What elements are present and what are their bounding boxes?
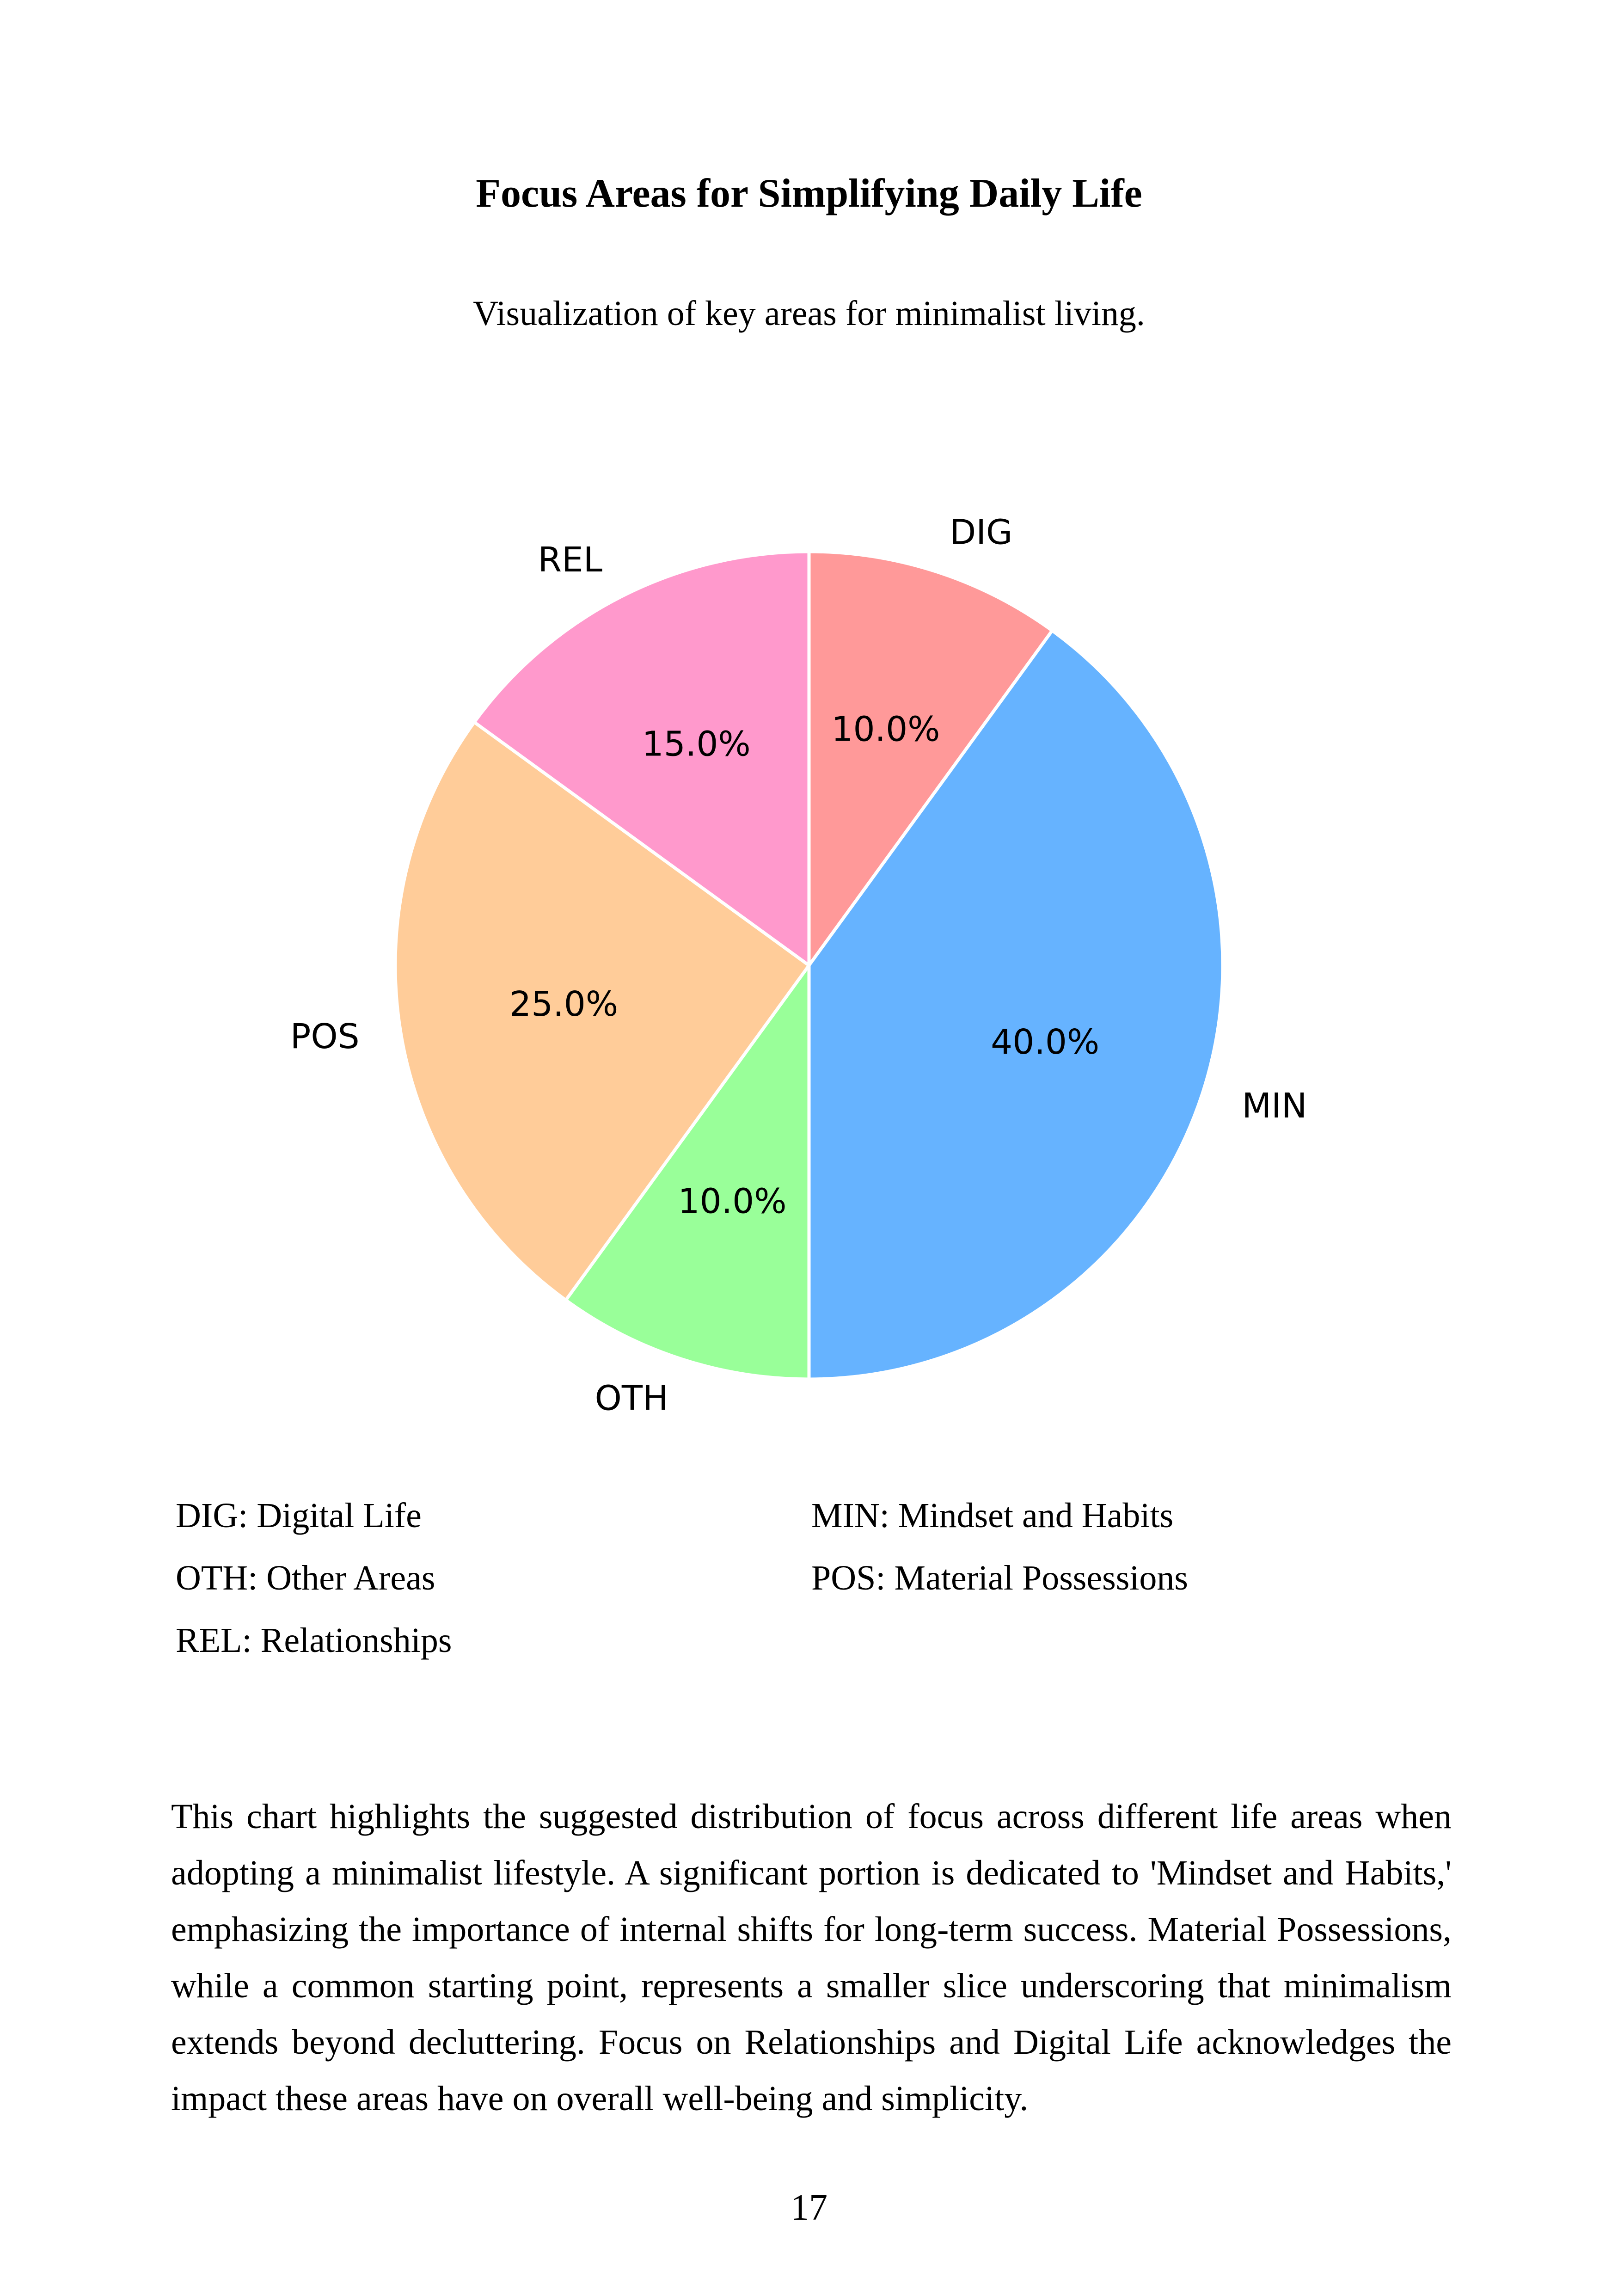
pie-category-label-dig: DIG [950, 512, 1013, 553]
chart-subtitle: Visualization of key areas for minimalist living. [473, 294, 1145, 333]
legend-item-min: MIN: Mindset and Habits [811, 1496, 1174, 1535]
pie-category-label-oth: OTH [594, 1378, 668, 1418]
page-number: 17 [791, 2187, 827, 2228]
pie-pct-label-dig: 10.0% [831, 709, 940, 749]
pie-pct-label-pos: 25.0% [509, 984, 619, 1025]
pie-pct-label-oth: 10.0% [678, 1181, 787, 1222]
legend-item-rel: REL: Relationships [176, 1621, 452, 1660]
pie-category-label-pos: POS [290, 1017, 360, 1057]
pie-slices [395, 552, 1223, 1379]
pie-category-label-rel: REL [538, 540, 603, 580]
legend-item-pos: POS: Material Possessions [811, 1559, 1188, 1597]
chart-description: This chart highlights the suggested distribution of focus across different life areas when adopting a minimalist lifestyle. A significant portion is dedicated to 'Mindset and Habits,' emphasizing the importance of internal shifts for long-term success. Material Possessions, while a common starting point, represents a smaller slice underscoring that minimalism extends beyond decluttering. Focus on Relationships and Digital Life acknowledges the impact these areas have on overall well-being and simplicity. [171, 1797, 1452, 2118]
legend-item-dig: DIG: Digital Life [176, 1496, 422, 1535]
legend-item-oth: OTH: Other Areas [176, 1559, 435, 1597]
chart-title: Focus Areas for Simplifying Daily Life [476, 171, 1142, 216]
pie-pct-label-rel: 15.0% [642, 724, 751, 764]
pie-pct-label-min: 40.0% [991, 1022, 1100, 1062]
pie-category-label-min: MIN [1242, 1086, 1307, 1126]
